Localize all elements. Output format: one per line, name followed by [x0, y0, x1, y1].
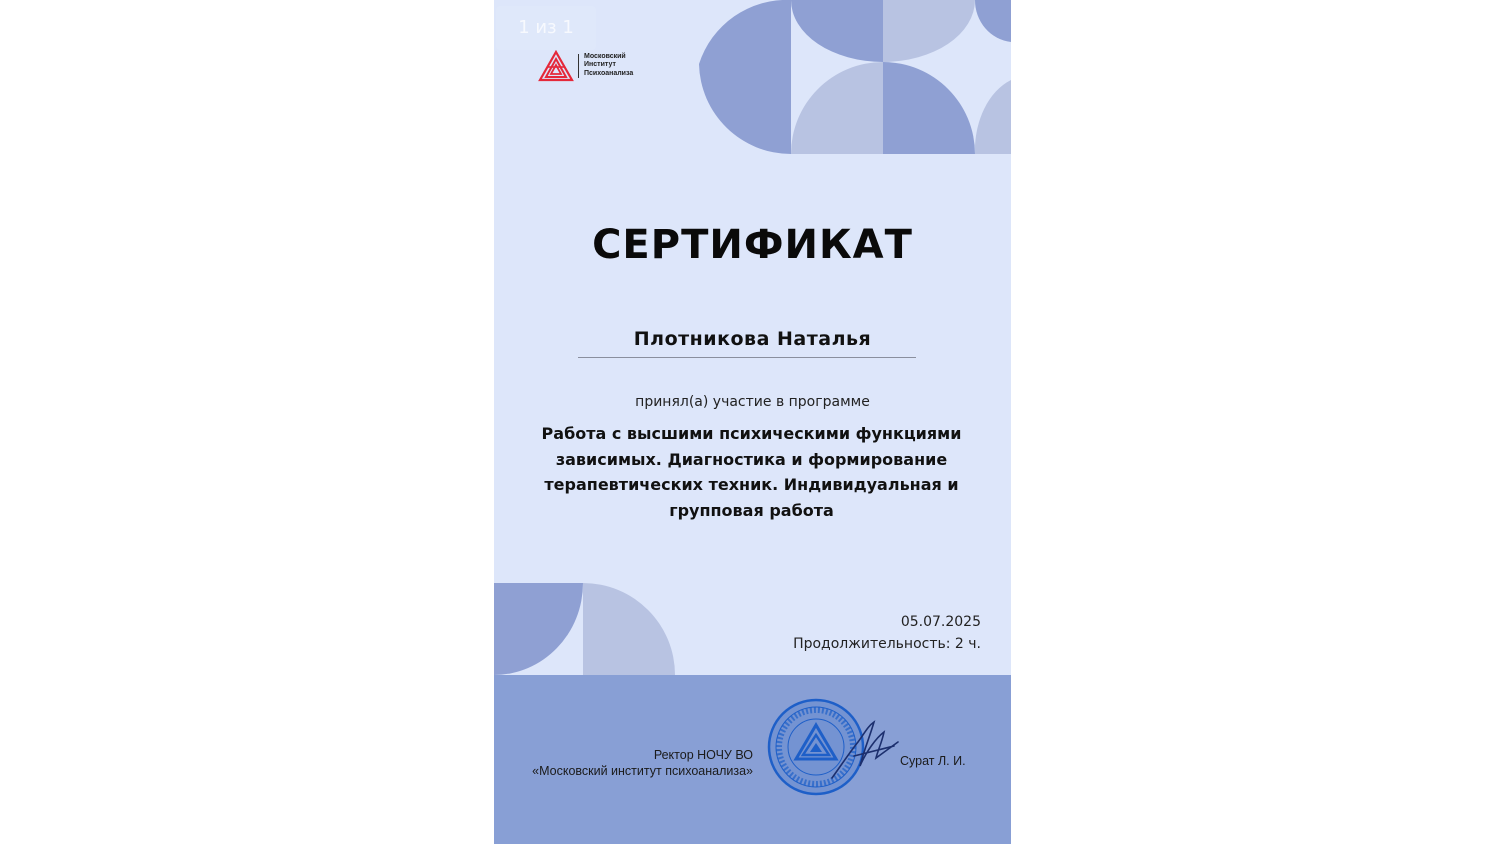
shape-top-mid-light: [883, 0, 975, 62]
shape-top-right-dark: [975, 0, 1011, 42]
rector-line-2: «Московский институт психоанализа»: [532, 764, 753, 778]
handwritten-signature: [824, 712, 904, 792]
logo-separator: [578, 54, 579, 78]
recipient-name: Плотникова Наталья: [633, 328, 872, 350]
certificate-page: [494, 0, 1011, 844]
logo-line-1: Московский: [584, 53, 626, 60]
shape-lower-left-light: [583, 583, 675, 675]
shape-left-cover: [699, 0, 791, 154]
rector-title: [532, 747, 753, 779]
certificate-title: СЕРТИФИКАТ: [592, 222, 913, 268]
page-counter: 1 из 1: [496, 6, 596, 50]
participation-text: принял(а) участие в программе: [635, 394, 870, 410]
shape-bottom-right-light: [975, 80, 1011, 154]
rector-line-1: Ректор НОЧУ ВО: [653, 748, 753, 762]
shape-bottom-mid-dark: [883, 62, 975, 154]
logo-line-3: Психоанализа: [584, 69, 634, 77]
issue-date: 05.07.2025: [900, 614, 981, 630]
institute-logo: [538, 50, 648, 82]
shape-top-mid-dark: [791, 0, 883, 62]
shape-lower-left-dark: [494, 583, 583, 675]
signer-name: Сурат Л. И.: [900, 754, 966, 768]
shape-bottom-mid-light: [791, 62, 883, 154]
program-title: Работа с высшими психическими функциями зависимых. Диагностика и формирование терапевтических техник. Индивидуальная и групповая работа: [541, 424, 962, 520]
logo-line-2: Институт: [584, 61, 616, 69]
name-underline: [578, 357, 916, 358]
logo-text: [584, 53, 654, 78]
logo-triangle-icon: [538, 50, 574, 82]
program-duration: Продолжительность: 2 ч.: [793, 636, 981, 652]
